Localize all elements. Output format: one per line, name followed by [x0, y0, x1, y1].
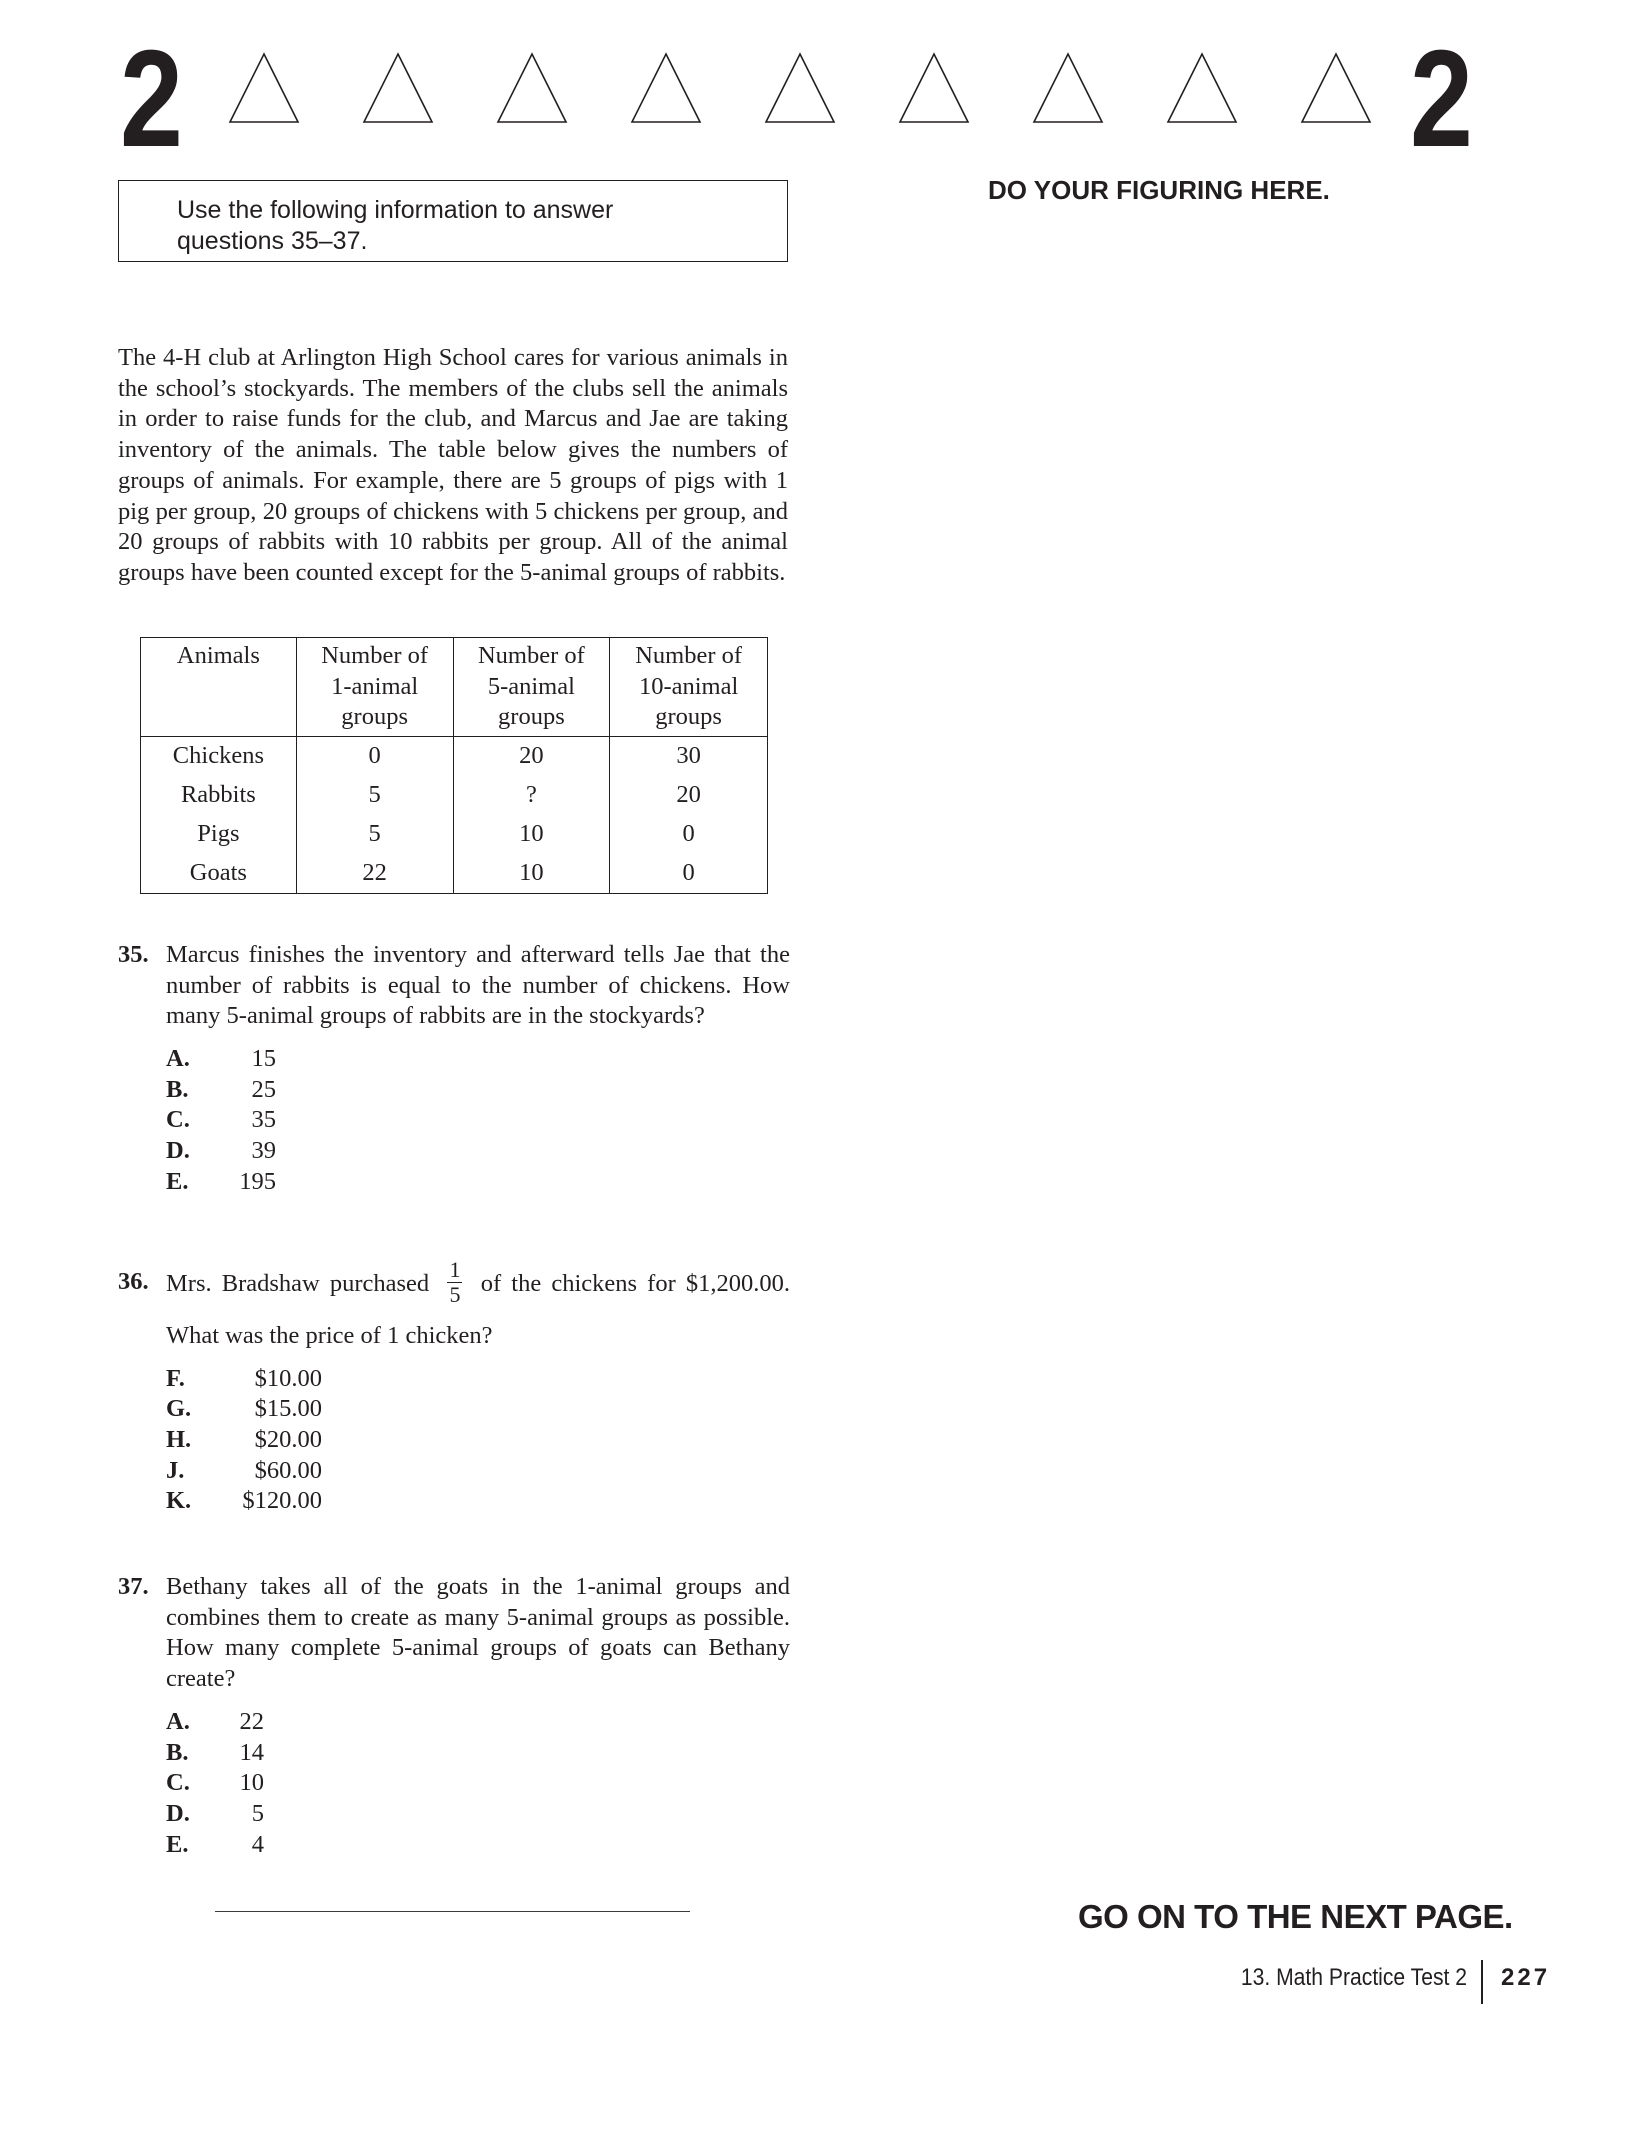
table-cell-animal: Pigs [141, 815, 297, 854]
header-5-animal-groups: Number of 5-animal groups [453, 638, 610, 737]
table-cell-animal: Goats [141, 854, 297, 894]
answer-choice-f[interactable]: F. $10.00 [166, 1364, 322, 1392]
answer-choices [166, 1364, 790, 1517]
answer-choice-d[interactable]: D. 5 [166, 1799, 264, 1827]
question-text: Marcus finishes the inventory and afterward tells Jae that the number of rabbits is equal to the number of chickens. How many 5-animal groups of rabbits are in the stockyards? [166, 941, 790, 1030]
fraction-one-fifth: $\frac{1}{5}$ [449, 1256, 461, 1307]
animal-groups-table [140, 637, 768, 894]
go-on-next-page-label: GO ON TO THE NEXT PAGE. [1078, 1898, 1513, 1935]
table-cell: 0 [610, 854, 768, 894]
answer-choice-a[interactable]: A. 15 [166, 1045, 276, 1073]
answer-choice-b[interactable]: B. 14 [166, 1738, 264, 1766]
question-number: 36. [118, 1268, 149, 1295]
table-header-row [141, 638, 768, 737]
section-divider [215, 1911, 690, 1912]
question-37 [118, 1572, 790, 1860]
triangle-icon [898, 52, 970, 124]
question-number: 37. [118, 1573, 149, 1600]
figuring-label: DO YOUR FIGURING HERE. [988, 175, 1330, 205]
section-number-right: 2 [1410, 22, 1472, 176]
answer-choice-a[interactable]: A. 22 [166, 1707, 264, 1735]
answer-choice-j[interactable]: J. $60.00 [166, 1456, 322, 1484]
triangle-icon [228, 52, 300, 124]
triangle-icon [630, 52, 702, 124]
table-row [141, 736, 768, 776]
table-row [141, 776, 768, 815]
table-row [141, 815, 768, 854]
passage-text: The 4-H club at Arlington High School cares for various animals in the school’s stockyards. The members of the clubs sell the animals in order to raise funds for the club, and Marcus and Jae are taking inventory of the animals. The table below gives the numbers of groups of animals. For example, there are 5 groups of pigs with 1 pig per group, 20 groups of chickens with 5 chickens per group, and 20 groups of rabbits with 10 rabbits per group. All of the animal groups have been counted except for the 5-animal groups of rabbits. [118, 344, 788, 586]
answer-choices [166, 1707, 790, 1860]
page-number: 227 [1501, 1964, 1551, 1991]
header-animals: Animals [141, 638, 297, 737]
table-cell: 5 [296, 776, 453, 815]
table-cell: 5 [296, 815, 453, 854]
triangle-icon [1032, 52, 1104, 124]
question-text-after: of the chickens for $1,200.00. [480, 1269, 790, 1297]
table-cell: 20 [610, 776, 768, 815]
table-cell: 0 [610, 815, 768, 854]
table-cell-animal: Rabbits [141, 776, 297, 815]
triangle-icon [764, 52, 836, 124]
answer-choice-e[interactable]: E. 4 [166, 1830, 264, 1858]
answer-choice-c[interactable]: C. 10 [166, 1769, 264, 1797]
question-text-line-2: What was the price of 1 chicken? [166, 1322, 493, 1349]
triangle-icon [1300, 52, 1372, 124]
question-text: Bethany takes all of the goats in the 1-animal groups and combines them to create as many 5-animal groups as possible. How many complete 5-animal groups of goats can Bethany create? [166, 1573, 790, 1693]
answer-choice-d[interactable]: D. 39 [166, 1137, 276, 1165]
table-cell: 0 [296, 736, 453, 776]
answer-choice-h[interactable]: H. $20.00 [166, 1426, 322, 1454]
triangle-icon [1166, 52, 1238, 124]
instruction-line-1: Use the following information to answer [177, 196, 614, 224]
table-cell: 22 [296, 854, 453, 894]
answer-choice-k[interactable]: K. $120.00 [166, 1487, 322, 1515]
answer-choices [166, 1044, 790, 1197]
page-footer [1210, 1958, 1550, 1998]
question-36 [118, 1251, 790, 1517]
answer-choice-c[interactable]: C. 35 [166, 1106, 276, 1134]
table-row [141, 854, 768, 894]
answer-choice-e[interactable]: E. 195 [166, 1167, 276, 1195]
instruction-box [118, 180, 788, 262]
question-text-line-1 [118, 1251, 790, 1307]
chapter-title: 13. Math Practice Test 2 [1240, 1964, 1468, 1991]
question-35 [118, 940, 790, 1198]
table-cell: ? [453, 776, 610, 815]
table-cell: 30 [610, 736, 768, 776]
answer-choice-g[interactable]: G. $15.00 [166, 1395, 322, 1423]
table-cell: 20 [453, 736, 610, 776]
table-cell: 10 [453, 854, 610, 894]
instruction-line-2: questions 35–37. [177, 227, 368, 255]
answer-choice-b[interactable]: B. 25 [166, 1075, 276, 1103]
question-text-before: Mrs. Bradshaw purchased [166, 1269, 430, 1297]
header-1-animal-groups: Number of 1-animal groups [296, 638, 453, 737]
header-10-animal-groups: Number of 10-animal groups [610, 638, 768, 737]
triangle-icon [362, 52, 434, 124]
question-number: 35. [118, 941, 149, 968]
section-number-left: 2 [120, 22, 182, 176]
footer-divider [1481, 1960, 1483, 2004]
table-cell: 10 [453, 815, 610, 854]
table-cell-animal: Chickens [141, 736, 297, 776]
triangle-icon [496, 52, 568, 124]
